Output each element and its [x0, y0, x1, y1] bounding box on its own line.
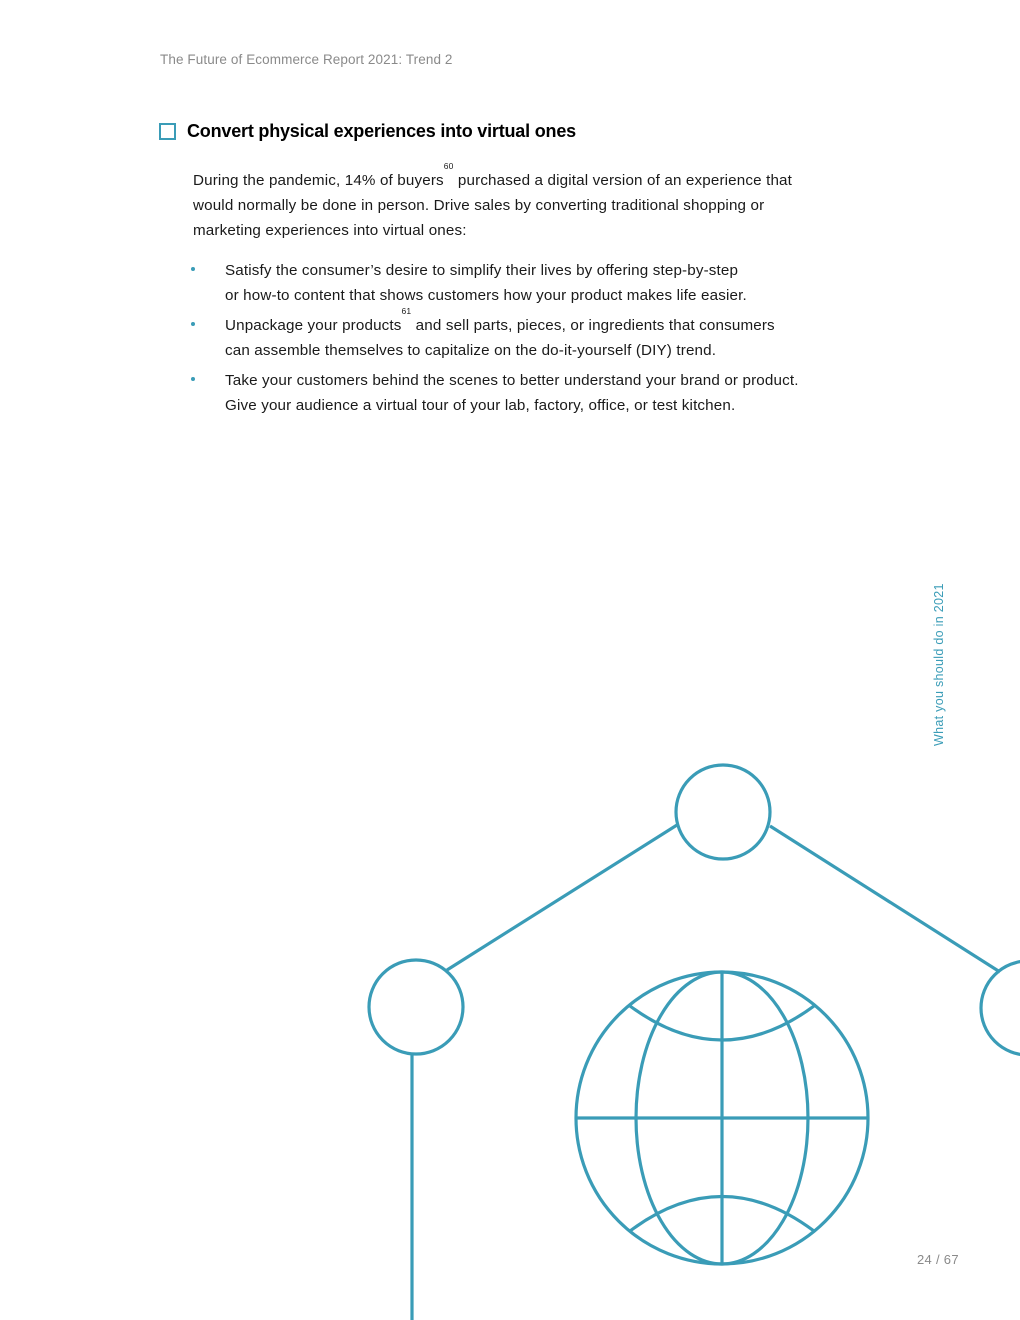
intro-text: marketing experiences into virtual ones:	[193, 222, 467, 239]
connector-line-left	[447, 825, 677, 970]
bullet-text: Satisfy the consumer’s desire to simplify their lives by offering step-by-step	[225, 262, 739, 279]
bullet-text: can assemble themselves to capitalize on the do-it-yourself (DIY) trend.	[225, 342, 717, 359]
node-circle-left	[369, 960, 463, 1054]
bullet-text: Give your audience a virtual tour of your lab, factory, office, or test kitchen.	[225, 397, 736, 414]
globe-icon	[576, 972, 868, 1264]
connector-line-right	[770, 826, 1000, 972]
running-header: The Future of Ecommerce Report 2021: Trend 2	[160, 52, 453, 67]
section-title: Convert physical experiences into virtual ones	[187, 121, 576, 141]
side-section-label: What you should do in 2021	[932, 583, 946, 746]
node-circle-top	[676, 765, 770, 859]
node-circle-right	[981, 961, 1020, 1055]
page-number: 24 / 67	[917, 1252, 959, 1267]
footnote-ref[interactable]: 60	[443, 161, 454, 171]
bullet-text: and sell parts, pieces, or ingredients that consumers	[411, 317, 775, 334]
bullet-text: or how-to content that shows customers how your product makes life easier.	[225, 287, 747, 304]
intro-text: purchased a digital version of an experience that	[453, 172, 793, 189]
intro-text: During the pandemic, 14% of buyers	[193, 172, 444, 189]
footnote-ref[interactable]: 61	[401, 306, 412, 316]
intro-text: would normally be done in person. Drive sales by converting traditional shopping or	[193, 197, 765, 214]
bullet-text: Take your customers behind the scenes to better understand your brand or product.	[225, 372, 799, 389]
bullet-text: Unpackage your products	[225, 317, 402, 334]
